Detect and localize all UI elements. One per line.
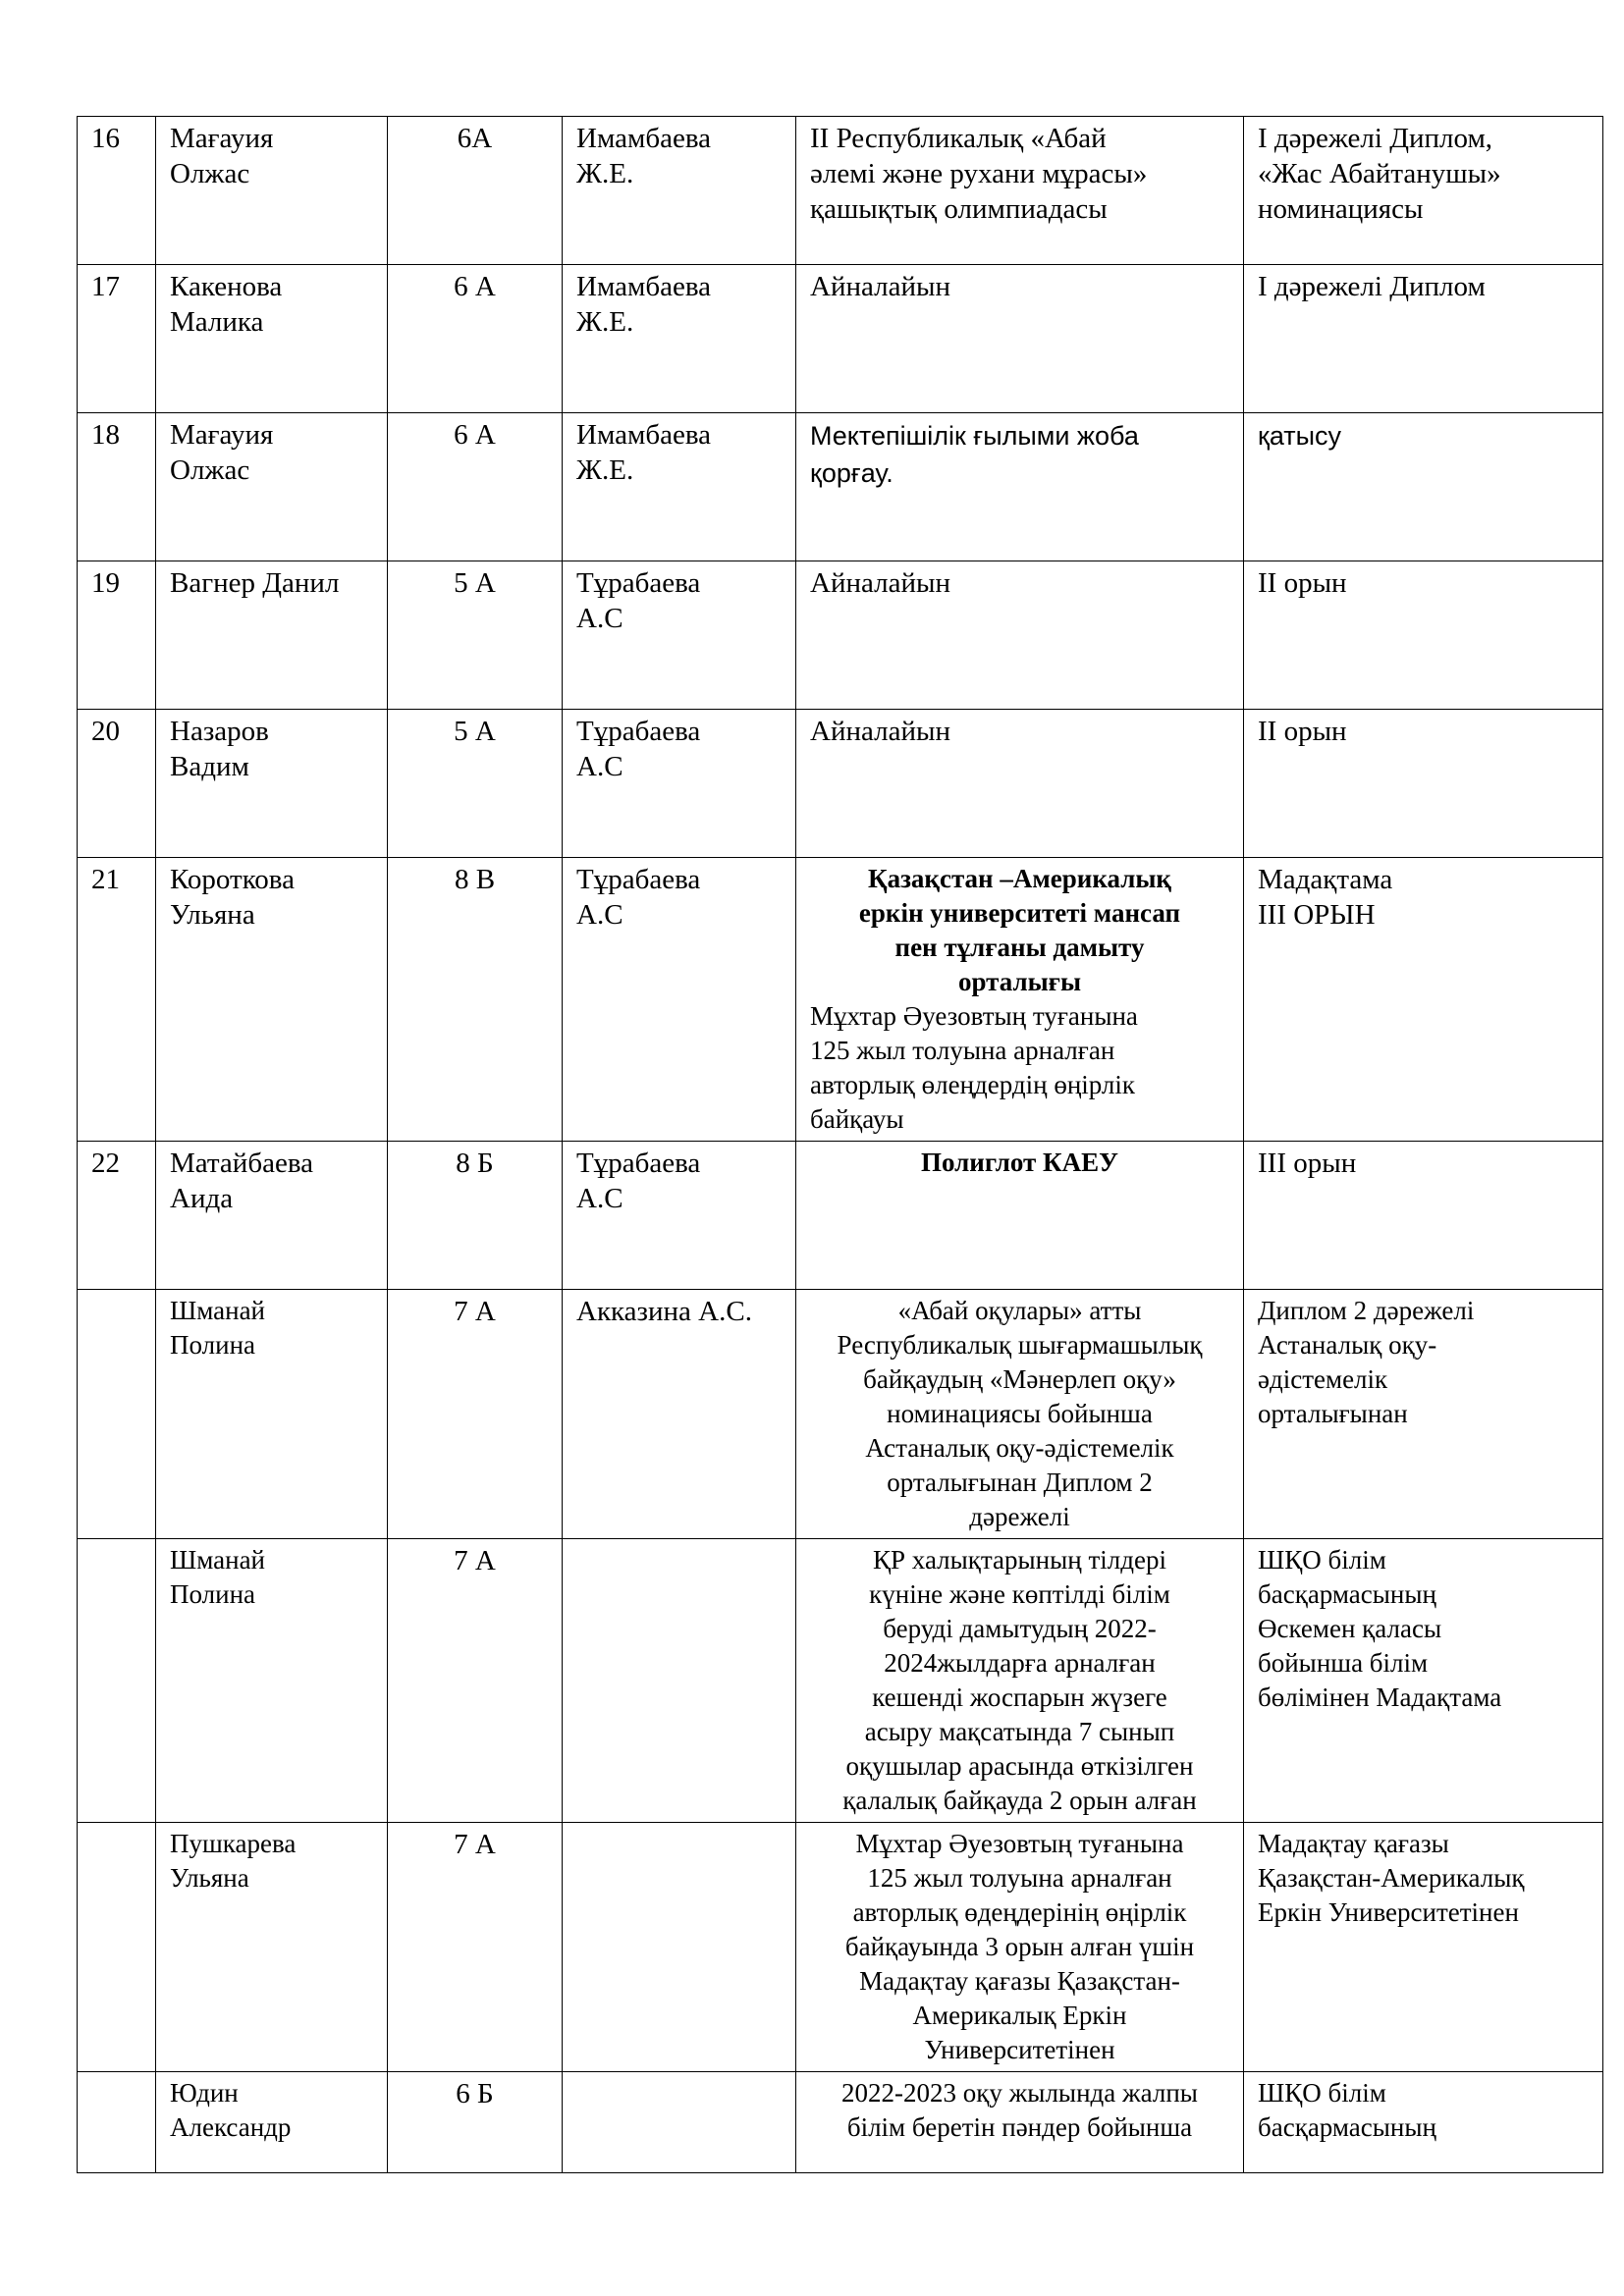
event-cell [796, 858, 1244, 1142]
teacher-name: Имамбаева Ж.Е. [563, 265, 796, 413]
teacher-name [563, 1539, 796, 1823]
row-number: 18 [78, 413, 156, 561]
student-name: Назаров Вадим [156, 710, 388, 858]
class-cell: 8 В [388, 858, 563, 1142]
event-description: Мұхтар Әуезовтың туғанына 125 жыл толуына арналған авторлық өлеңдердің өңірлік байқауы [810, 1001, 1138, 1134]
class-cell: 6 А [388, 413, 563, 561]
event-cell: Айналайын [796, 265, 1244, 413]
table-row [78, 413, 1603, 561]
student-name: Короткова Ульяна [156, 858, 388, 1142]
teacher-name [563, 2072, 796, 2173]
row-number: 22 [78, 1142, 156, 1290]
row-number [78, 2072, 156, 2173]
event-cell: Мектепішілік ғылыми жоба қорғау. [796, 413, 1244, 561]
result-cell: ШҚО білім басқармасының Өскемен қаласы бойынша білім бөлімінен Мадақтама [1244, 1539, 1603, 1823]
result-cell: ІІІ орын [1244, 1142, 1603, 1290]
teacher-name: Имамбаева Ж.Е. [563, 117, 796, 265]
table-row [78, 1142, 1603, 1290]
event-organizer: Қазақстан –Америкалық еркін университеті мансап пен тұлғаны дамыту орталығы [858, 864, 1181, 996]
row-number: 17 [78, 265, 156, 413]
event-cell: Айналайын [796, 710, 1244, 858]
teacher-name: Тұрабаева А.С [563, 1142, 796, 1290]
teacher-name: Имамбаева Ж.Е. [563, 413, 796, 561]
result-cell: ІІ орын [1244, 710, 1603, 858]
student-name: Какенова Малика [156, 265, 388, 413]
student-name: Матайбаева Аида [156, 1142, 388, 1290]
row-number: 21 [78, 858, 156, 1142]
teacher-name: Тұрабаева А.С [563, 858, 796, 1142]
teacher-name: Тұрабаева А.С [563, 710, 796, 858]
awards-table [77, 116, 1603, 2173]
table-row [78, 1539, 1603, 1823]
event-cell: ІІ Республикалық «Абай әлемі және рухани мұрасы» қашықтық олимпиадасы [796, 117, 1244, 265]
row-number [78, 1823, 156, 2072]
student-name: Шманай Полина [156, 1539, 388, 1823]
student-name: Юдин Александр [156, 2072, 388, 2173]
event-cell [796, 1142, 1244, 1290]
row-number: 19 [78, 561, 156, 710]
teacher-name [563, 1823, 796, 2072]
student-name: Мағауия Олжас [156, 117, 388, 265]
result-cell: І дәрежелі Диплом [1244, 265, 1603, 413]
student-name: Вагнер Данил [156, 561, 388, 710]
result-cell: ШҚО білім басқармасының [1244, 2072, 1603, 2173]
result-cell: Мадақтау қағазы Қазақстан-Америкалық Еркін Университетінен [1244, 1823, 1603, 2072]
student-name: Пушкарева Ульяна [156, 1823, 388, 2072]
table-row [78, 2072, 1603, 2173]
class-cell: 6 Б [388, 2072, 563, 2173]
class-cell: 5 А [388, 710, 563, 858]
result-cell: ІІ орын [1244, 561, 1603, 710]
row-number: 20 [78, 710, 156, 858]
event-cell: «Абай оқулары» атты Республикалық шығармашылық байқаудың «Мәнерлеп оқу» номинациясы бойынша Астаналық оқу-әдістемелік орталығынан Диплом 2 дәрежелі [796, 1290, 1244, 1539]
table-row [78, 561, 1603, 710]
class-cell: 7 А [388, 1539, 563, 1823]
event-cell: ҚР халықтарының тілдері күніне және көптілді білім беруді дамытудың 2022- 2024жылдарға арналған кешенді жоспарын жүзеге асыру мақсатында 7 сынып оқушылар арасында өткізілген қалалық байқауда 2 орын алған [796, 1539, 1244, 1823]
student-name: Мағауия Олжас [156, 413, 388, 561]
teacher-name: Акказина А.С. [563, 1290, 796, 1539]
class-cell: 8 Б [388, 1142, 563, 1290]
result-cell: қатысу [1244, 413, 1603, 561]
class-cell: 6 А [388, 265, 563, 413]
table-row [78, 858, 1603, 1142]
table-row [78, 710, 1603, 858]
result-cell: Мадақтама ІІІ ОРЫН [1244, 858, 1603, 1142]
class-cell: 7 А [388, 1290, 563, 1539]
table-row [78, 117, 1603, 265]
table-row [78, 1823, 1603, 2072]
row-number [78, 1290, 156, 1539]
teacher-name: Тұрабаева А.С [563, 561, 796, 710]
table-row [78, 1290, 1603, 1539]
event-cell: Айналайын [796, 561, 1244, 710]
class-cell: 7 А [388, 1823, 563, 2072]
student-name: Шманай Полина [156, 1290, 388, 1539]
result-cell: І дәрежелі Диплом, «Жас Абайтанушы» номинациясы [1244, 117, 1603, 265]
class-cell: 6А [388, 117, 563, 265]
row-number: 16 [78, 117, 156, 265]
event-cell: Мұхтар Әуезовтың туғанына 125 жыл толуына арналған авторлық өдеңдерінің өңірлік байқауында 3 орын алған үшін Мадақтау қағазы Қазақстан- Америкалық Еркін Университетінен [796, 1823, 1244, 2072]
result-cell: Диплом 2 дәрежелі Астаналық оқу- әдістемелік орталығынан [1244, 1290, 1603, 1539]
event-organizer: Полиглот КАЕУ [921, 1148, 1118, 1177]
row-number [78, 1539, 156, 1823]
event-cell: 2022-2023 оқу жылында жалпы білім беретін пәндер бойынша [796, 2072, 1244, 2173]
table-row [78, 265, 1603, 413]
class-cell: 5 А [388, 561, 563, 710]
